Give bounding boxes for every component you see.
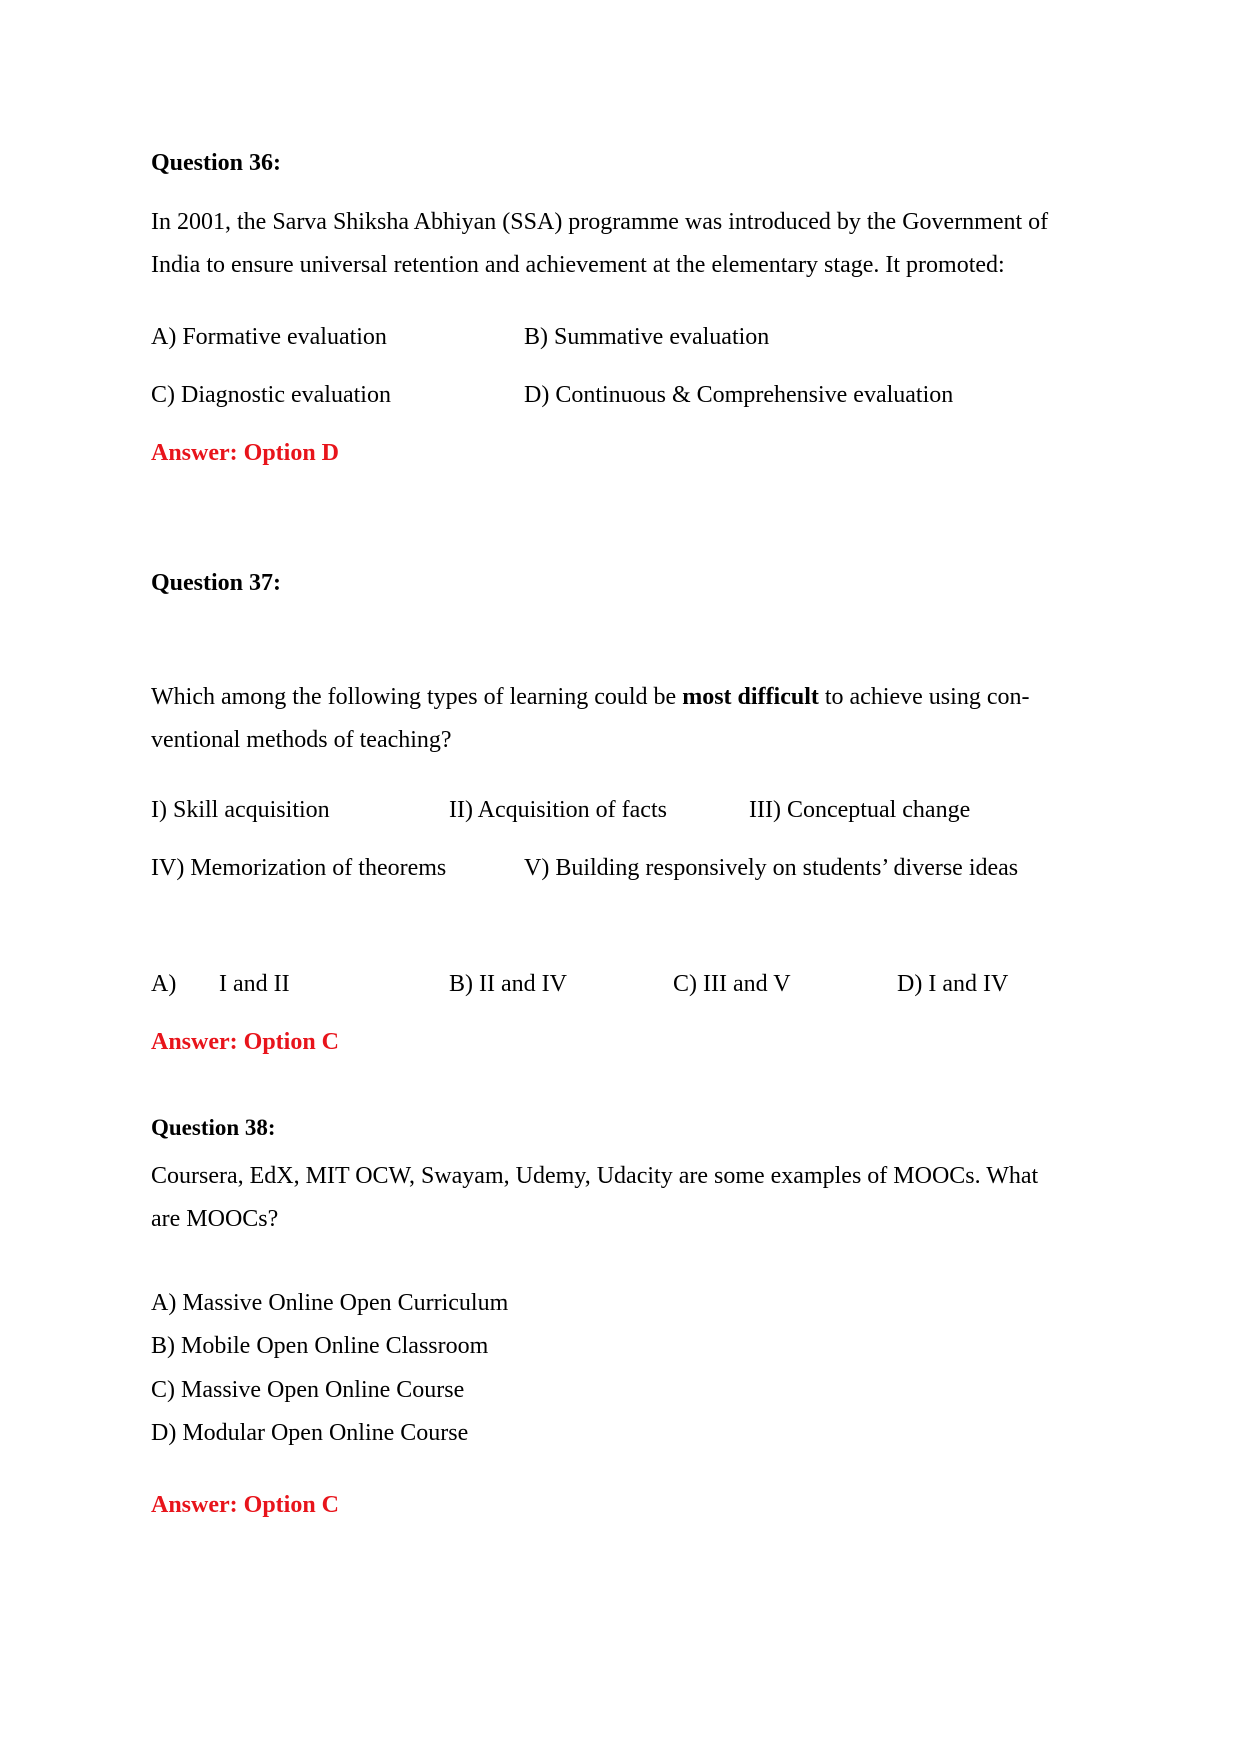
question-37-item-1: I) Skill acquisition bbox=[151, 797, 330, 823]
question-38-option-d: D) Modular Open Online Course bbox=[151, 1420, 469, 1446]
question-36-text-line-2: India to ensure universal retention and achievement at the elementary stage. It promoted: bbox=[151, 252, 1005, 278]
question-38-text-line-1: Coursera, EdX, MIT OCW, Swayam, Udemy, Udacity are some examples of MOOCs. What bbox=[151, 1163, 1039, 1189]
question-37-item-5: V) Building responsively on students’ diverse ideas bbox=[524, 855, 1019, 881]
question-38-answer: Answer: Option C bbox=[151, 1492, 340, 1518]
question-38-text-line-2: are MOOCs? bbox=[151, 1206, 279, 1232]
question-36-option-c: C) Diagnostic evaluation bbox=[151, 382, 391, 408]
question-38-option-b: B) Mobile Open Online Classroom bbox=[151, 1333, 489, 1359]
question-36-option-a: A) Formative evaluation bbox=[151, 324, 387, 350]
question-36-text-line-1: In 2001, the Sarva Shiksha Abhiyan (SSA) programme was introduced by the Government of bbox=[151, 209, 1049, 235]
question-37-title: Question 37: bbox=[151, 570, 282, 596]
question-37-item-3: III) Conceptual change bbox=[749, 797, 971, 823]
question-37-text-after: to achieve using con- bbox=[818, 684, 1030, 710]
question-37-option-b: B) II and IV bbox=[449, 971, 567, 997]
question-36-title: Question 36: bbox=[151, 150, 282, 176]
question-36-option-d: D) Continuous & Comprehensive evaluation bbox=[524, 382, 954, 408]
question-37-option-d: D) I and IV bbox=[897, 971, 1009, 997]
question-37-option-a: I and II bbox=[219, 971, 290, 997]
question-38-option-c: C) Massive Open Online Course bbox=[151, 1377, 465, 1403]
question-37-option-a-letter: A) bbox=[151, 971, 177, 997]
question-37-option-c: C) III and V bbox=[673, 971, 791, 997]
question-37-answer: Answer: Option C bbox=[151, 1029, 340, 1055]
question-36-option-b: B) Summative evaluation bbox=[524, 324, 770, 350]
question-36-answer: Answer: Option D bbox=[151, 440, 340, 466]
question-37-item-4: IV) Memorization of theorems bbox=[151, 855, 447, 881]
question-38-option-a: A) Massive Online Open Curriculum bbox=[151, 1290, 509, 1316]
question-38-title: Question 38: bbox=[151, 1115, 276, 1140]
question-37-item-2: II) Acquisition of facts bbox=[449, 797, 667, 823]
question-37-text-before: Which among the following types of learning could be bbox=[151, 684, 683, 710]
question-37-text-line-2: ventional methods of teaching? bbox=[151, 727, 452, 753]
question-37-text-bold: most difficult bbox=[682, 684, 819, 710]
question-37-text-line-1 bbox=[151, 676, 1029, 719]
